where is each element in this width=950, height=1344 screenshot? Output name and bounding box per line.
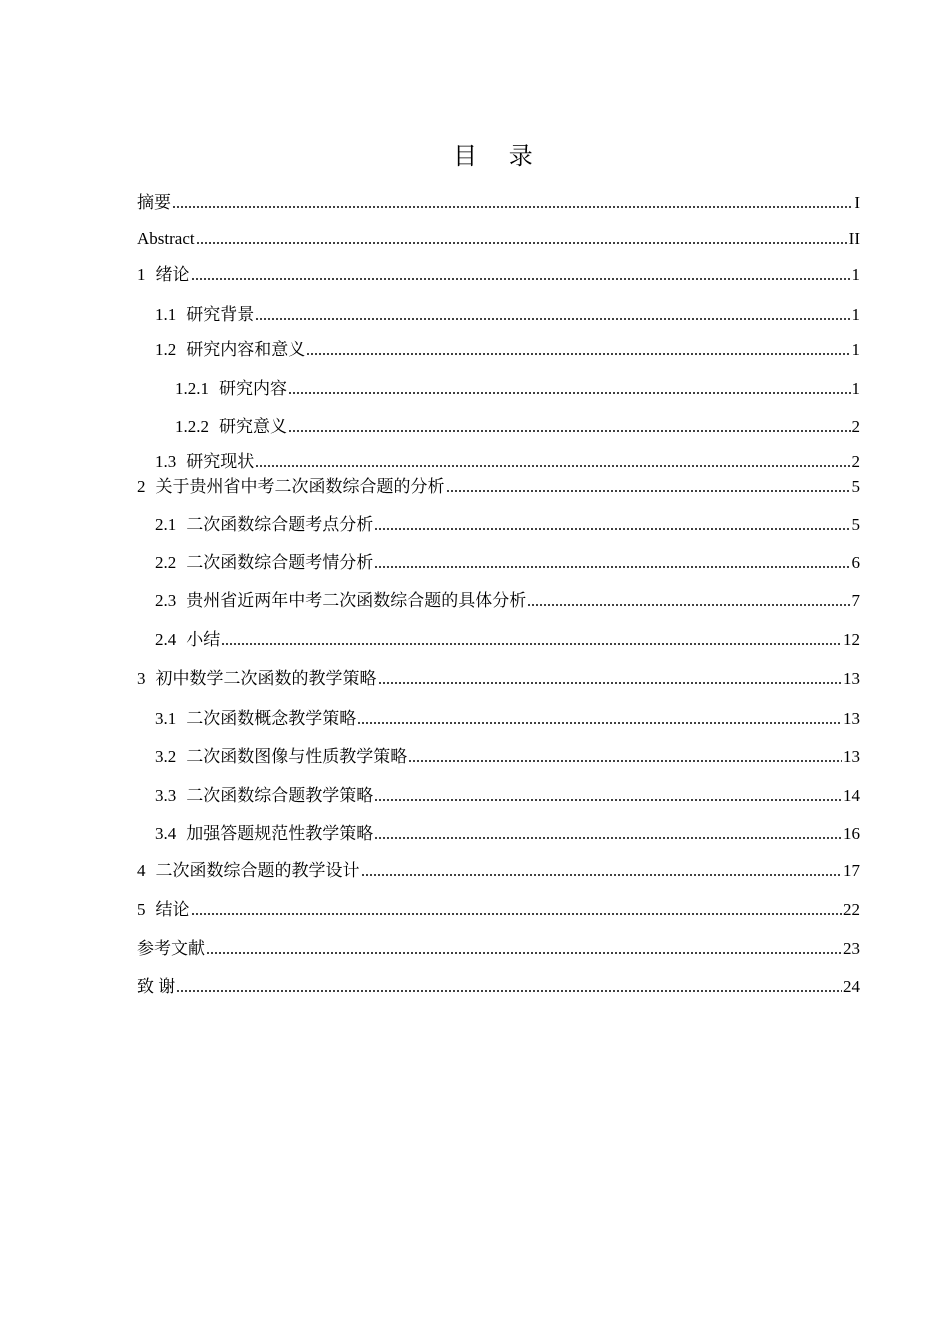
toc-entry-page: I <box>854 193 860 212</box>
toc-entry-title: 绪论 <box>155 265 190 284</box>
toc-entry-page: 22 <box>843 900 860 919</box>
toc-entry-title: Abstract <box>137 229 195 248</box>
toc-entry-page: 7 <box>851 591 860 610</box>
toc-entry-page: 1 <box>851 340 860 359</box>
dot-leader <box>446 489 851 493</box>
toc-entry[interactable] <box>137 228 860 250</box>
toc-entry-title: 二次函数图像与性质教学策略 <box>186 747 408 766</box>
toc-entry-title: 研究内容 <box>219 379 287 398</box>
toc-entry[interactable] <box>137 938 860 960</box>
toc-entry[interactable] <box>137 976 860 998</box>
dot-leader <box>172 205 853 209</box>
toc-entry-title: 研究现状 <box>186 452 255 471</box>
toc-entry[interactable] <box>155 708 860 730</box>
toc-entry[interactable] <box>155 590 860 612</box>
toc-entry-page: 5 <box>851 477 860 496</box>
toc-entry[interactable] <box>175 378 860 400</box>
toc-entry-number: 1.2.2 <box>175 417 209 436</box>
toc-entry-number: 5 <box>137 900 146 919</box>
toc-entry-page: 1 <box>851 305 860 324</box>
toc-entry[interactable] <box>155 785 860 807</box>
toc-entry-page: 13 <box>843 669 860 688</box>
dot-leader <box>306 352 850 356</box>
toc-entry-title: 研究意义 <box>219 417 287 436</box>
toc-entry-title: 二次函数综合题考点分析 <box>186 515 374 534</box>
toc-entry-page: 5 <box>851 515 860 534</box>
toc-entry-number: 1.3 <box>155 452 177 471</box>
dot-leader <box>374 798 842 802</box>
toc-entry-number: 1 <box>137 265 146 284</box>
toc-entry-number: 3 <box>137 669 146 688</box>
toc-entry-page: 1 <box>851 265 860 284</box>
toc-entry-page: 14 <box>843 786 860 805</box>
toc-entry-page: 16 <box>843 824 860 843</box>
toc-entry-page: 1 <box>851 379 860 398</box>
dot-leader <box>196 241 848 245</box>
dot-leader <box>408 759 842 763</box>
toc-entry-number: 2.2 <box>155 553 177 572</box>
toc-entry-title: 初中数学二次函数的教学策略 <box>155 669 377 688</box>
toc-entry[interactable] <box>155 339 860 361</box>
toc-entry-number: 1.2.1 <box>175 379 209 398</box>
dot-leader <box>374 565 850 569</box>
toc-entry[interactable] <box>155 823 860 845</box>
toc-entry-title: 摘要 <box>137 193 171 212</box>
toc-entry-number: 2.1 <box>155 515 177 534</box>
toc-entry-title: 关于贵州省中考二次函数综合题的分析 <box>155 477 445 496</box>
toc-entry-title: 研究背景 <box>186 305 255 324</box>
dot-leader <box>374 836 842 840</box>
toc-entry-title: 二次函数综合题考情分析 <box>186 553 374 572</box>
toc-entry[interactable] <box>155 746 860 768</box>
toc-entry[interactable] <box>175 416 860 438</box>
toc-entry-number: 2.4 <box>155 630 177 649</box>
toc-entry-number: 2 <box>137 477 146 496</box>
dot-leader <box>374 527 850 531</box>
toc-entry-title: 二次函数综合题教学策略 <box>186 786 374 805</box>
toc-entry-number: 2.3 <box>155 591 177 610</box>
toc-entry-number: 4 <box>137 861 146 880</box>
toc-entry-page: 12 <box>843 630 860 649</box>
dot-leader <box>361 873 843 877</box>
toc-entry-page: 13 <box>843 747 860 766</box>
dot-leader <box>191 277 851 281</box>
toc-entry-title: 二次函数综合题的教学设计 <box>155 861 360 880</box>
dot-leader <box>221 642 842 646</box>
toc-entry-number: 3.1 <box>155 709 177 728</box>
toc-entry-page: 2 <box>851 417 860 436</box>
toc-title: 目 录 <box>453 142 545 170</box>
toc-entry[interactable] <box>137 476 860 498</box>
toc-entry[interactable] <box>137 668 860 690</box>
toc-entry-page: 6 <box>851 553 860 572</box>
dot-leader <box>378 681 843 685</box>
dot-leader <box>191 912 843 916</box>
toc-entry[interactable] <box>137 192 860 214</box>
toc-entry-title: 研究内容和意义 <box>186 340 306 359</box>
toc-entry-title: 贵州省近两年中考二次函数综合题的具体分析 <box>186 591 527 610</box>
toc-entry[interactable] <box>155 552 860 574</box>
toc-entry-title: 参考文献 <box>137 939 205 958</box>
toc-entry-title: 二次函数概念教学策略 <box>186 709 357 728</box>
toc-entry[interactable] <box>155 514 860 536</box>
toc-entry[interactable] <box>155 304 860 326</box>
toc-entry[interactable] <box>155 451 860 473</box>
toc-entry-number: 1.1 <box>155 305 177 324</box>
toc-entry-page: 2 <box>851 452 860 471</box>
toc-entry[interactable] <box>137 264 860 286</box>
dot-leader <box>255 464 850 468</box>
dot-leader <box>255 317 850 321</box>
dot-leader <box>357 721 842 725</box>
toc-entry[interactable] <box>137 899 860 921</box>
toc-entry-number: 3.2 <box>155 747 177 766</box>
toc-entry-number: 3.4 <box>155 824 177 843</box>
toc-entry-page: 13 <box>843 709 860 728</box>
toc-entry-title: 小结 <box>186 630 221 649</box>
toc-entry-page: 24 <box>843 977 860 996</box>
toc-entry-title: 致 谢 <box>137 977 176 996</box>
toc-entry-title: 加强答题规范性教学策略 <box>186 824 374 843</box>
toc-entry-number: 3.3 <box>155 786 177 805</box>
toc-entry-page: 17 <box>843 861 860 880</box>
dot-leader <box>206 951 842 955</box>
toc-entry-number: 1.2 <box>155 340 177 359</box>
dot-leader <box>527 603 850 607</box>
dot-leader <box>176 989 842 993</box>
toc-entry-title: 结论 <box>155 900 190 919</box>
toc-entry[interactable] <box>137 860 860 882</box>
dot-leader <box>288 429 851 433</box>
dot-leader <box>288 391 851 395</box>
toc-entry[interactable] <box>155 629 860 651</box>
toc-entry-page: 23 <box>843 939 860 958</box>
toc-entry-page: II <box>848 229 860 248</box>
